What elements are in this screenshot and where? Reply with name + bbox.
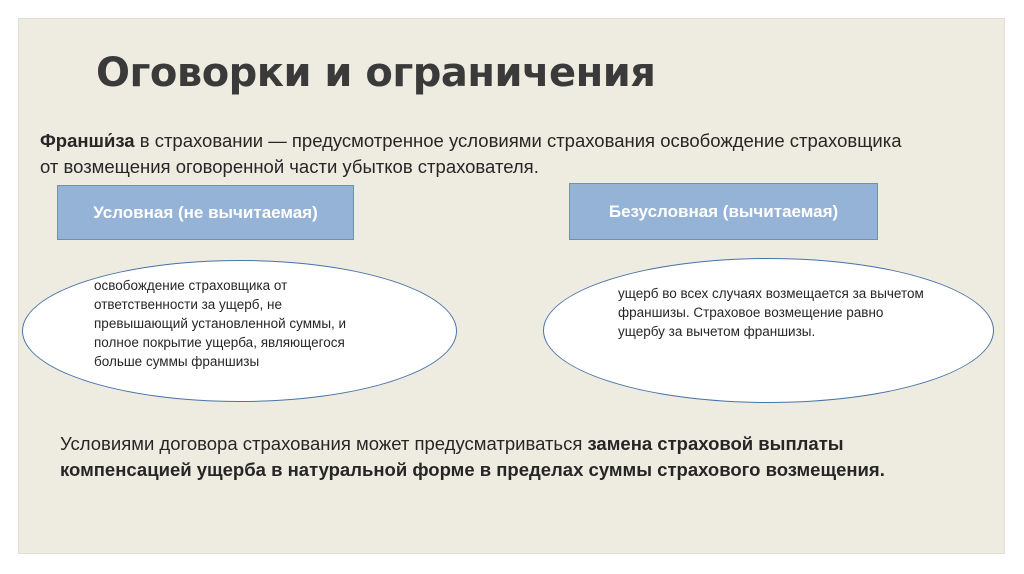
unconditional-franchise-label: Безусловная (вычитаемая) [608, 201, 839, 221]
definition-paragraph [40, 128, 920, 180]
unconditional-franchise-description: ущерб во всех случаях возмещается за вычетом франшизы. Страховое возмещение равно ущербу за вычетом франшизы. [618, 286, 924, 339]
conditional-franchise-description: освобождение страховщика от ответственности за ущерб, не превышающий установленной суммы, и полное покрытие ущерба, являющегося больше суммы франшизы [94, 278, 347, 369]
conditional-franchise-label: Условная (не вычитаемая) [93, 202, 318, 222]
footer-paragraph [60, 431, 940, 483]
footer-text-bold: замена страховой выплаты компенсацией ущерба в натуральной форме в пределах суммы страхового возмещения. [60, 433, 885, 480]
footer-text-normal: Условиями договора страхования может предусматриваться [60, 433, 588, 454]
conditional-franchise-box [57, 185, 354, 240]
definition-term: Франши́за [40, 130, 135, 151]
unconditional-franchise-box [569, 183, 878, 240]
slide-title: Оговорки и ограничения [96, 50, 656, 96]
definition-text: в страховании — предусмотренное условиями страхования освобождение страховщика от возмещения оговоренной части убытков страхователя. [40, 130, 902, 177]
